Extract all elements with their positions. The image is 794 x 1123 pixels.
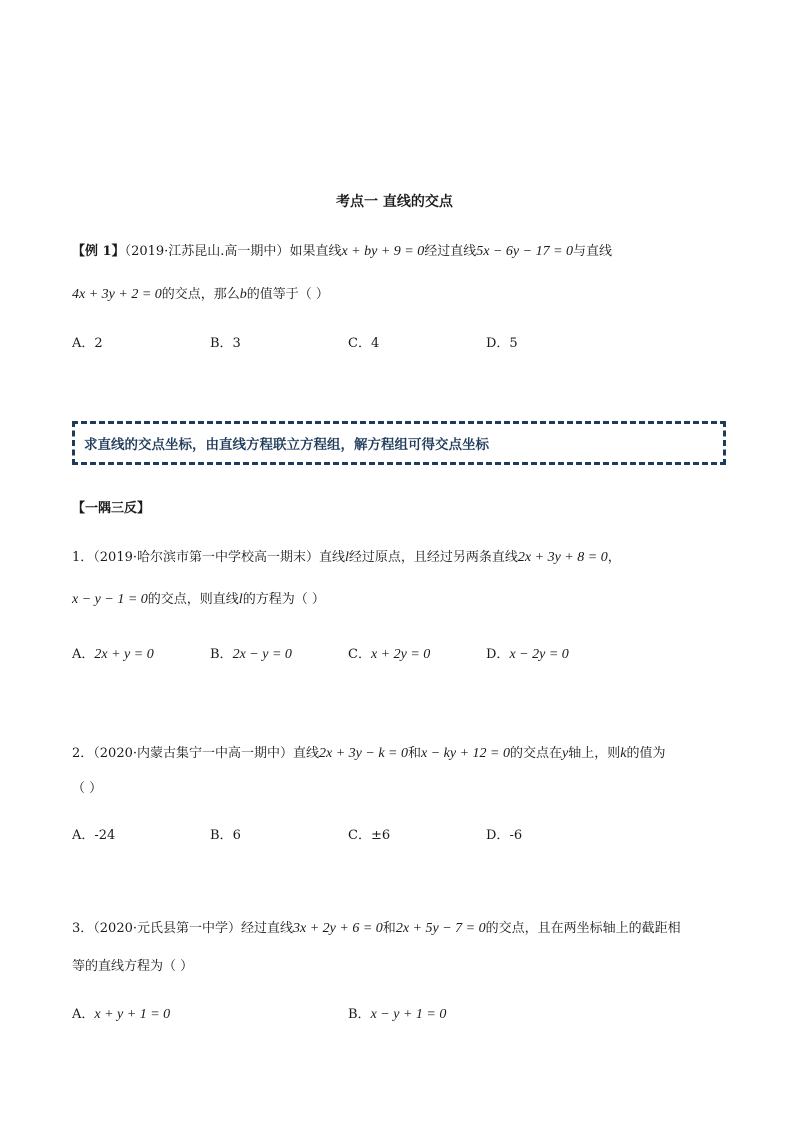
variable: y [562,746,569,761]
question-source: （2020·内蒙古集宁一中高一期中） [93,746,293,761]
option-c: C．x + 2y = 0 [348,647,431,662]
equation: 5x − 6y − 17 = 0 [476,244,574,259]
question-text: ， [607,550,621,565]
question-text: 经过原点，且经过另两条直线 [348,550,518,565]
option-a: A．-24 [72,828,116,843]
option-a: A．2 [72,336,103,351]
option-b: B．x − y + 1 = 0 [348,1007,447,1022]
example-tag: 【例 1】 [72,244,125,259]
question-text: 的值为 [626,746,666,761]
equation: 4x + 3y + 2 = 0 [72,287,162,302]
page-title: 考点一 直线的交点 [336,194,453,210]
option-a: A．2x + y = 0 [72,647,154,662]
question-text: 直线 [293,746,320,761]
variable: b [239,287,247,302]
section-heading: 【一隅三反】 [72,501,151,516]
example-1-line-2 [72,283,329,303]
question-1-line-2 [72,588,325,608]
question-number: 2． [72,746,94,761]
example-text: 如果直线 [289,244,342,259]
question-number: 3． [72,921,94,936]
question-text: 直线 [319,550,346,565]
example-text: 与直线 [573,244,613,259]
question-text: 的方程为（ ） [242,592,325,607]
question-2-line-1 [72,742,665,762]
question-3-line-1 [72,917,681,937]
question-text: 的交点，且在两坐标轴上的截距相 [485,921,681,936]
method-tip-text: 求直线的交点坐标，由直线方程联立方程组，解方程组可得交点坐标 [84,437,489,453]
question-3-line-2: 等的直线方程为（ ） [72,959,194,974]
example-text: 的值等于（ ） [246,287,329,302]
option-b: B．2x − y = 0 [210,647,292,662]
option-c: C．4 [348,336,380,351]
example-source: （2019·江苏昆山.高一期中） [124,244,290,259]
equation: 2x + 3y + 8 = 0 [517,550,608,565]
example-text: 的交点，那么 [161,287,240,302]
option-d: D．5 [486,336,518,351]
equation: x − y − 1 = 0 [72,592,148,607]
variable: l [238,592,243,607]
equation: x − ky + 12 = 0 [421,746,510,761]
question-text: 和 [408,746,422,761]
question-source: （2020·元氏县第一中学） [93,921,241,936]
equation: 3x + 2y + 6 = 0 [293,921,383,936]
question-1-line-1 [72,546,621,566]
option-c: C．±6 [348,828,391,843]
question-number: 1． [72,550,94,565]
question-text: 经过直线 [241,921,294,936]
option-d: D．x − 2y = 0 [486,647,569,662]
variable: k [620,746,627,761]
option-b: B．3 [210,336,241,351]
question-text: 轴上，则 [568,746,621,761]
question-text: 的交点，则直线 [147,592,239,607]
equation: 2x + 3y − k = 0 [319,746,408,761]
equation: 2x + 5y − 7 = 0 [395,921,486,936]
question-text: 和 [382,921,396,936]
option-b: B．6 [210,828,241,843]
variable: l [345,550,349,565]
example-text: 经过直线 [424,244,477,259]
question-2-line-2: （ ） [72,781,103,796]
option-d: D．-6 [486,828,523,843]
option-a: A．x + y + 1 = 0 [72,1007,171,1022]
question-source: （2019·哈尔滨市第一中学校高一期末） [93,550,319,565]
question-text: 的交点在 [510,746,563,761]
example-1-line-1 [72,240,612,260]
equation: x + by + 9 = 0 [341,244,425,259]
